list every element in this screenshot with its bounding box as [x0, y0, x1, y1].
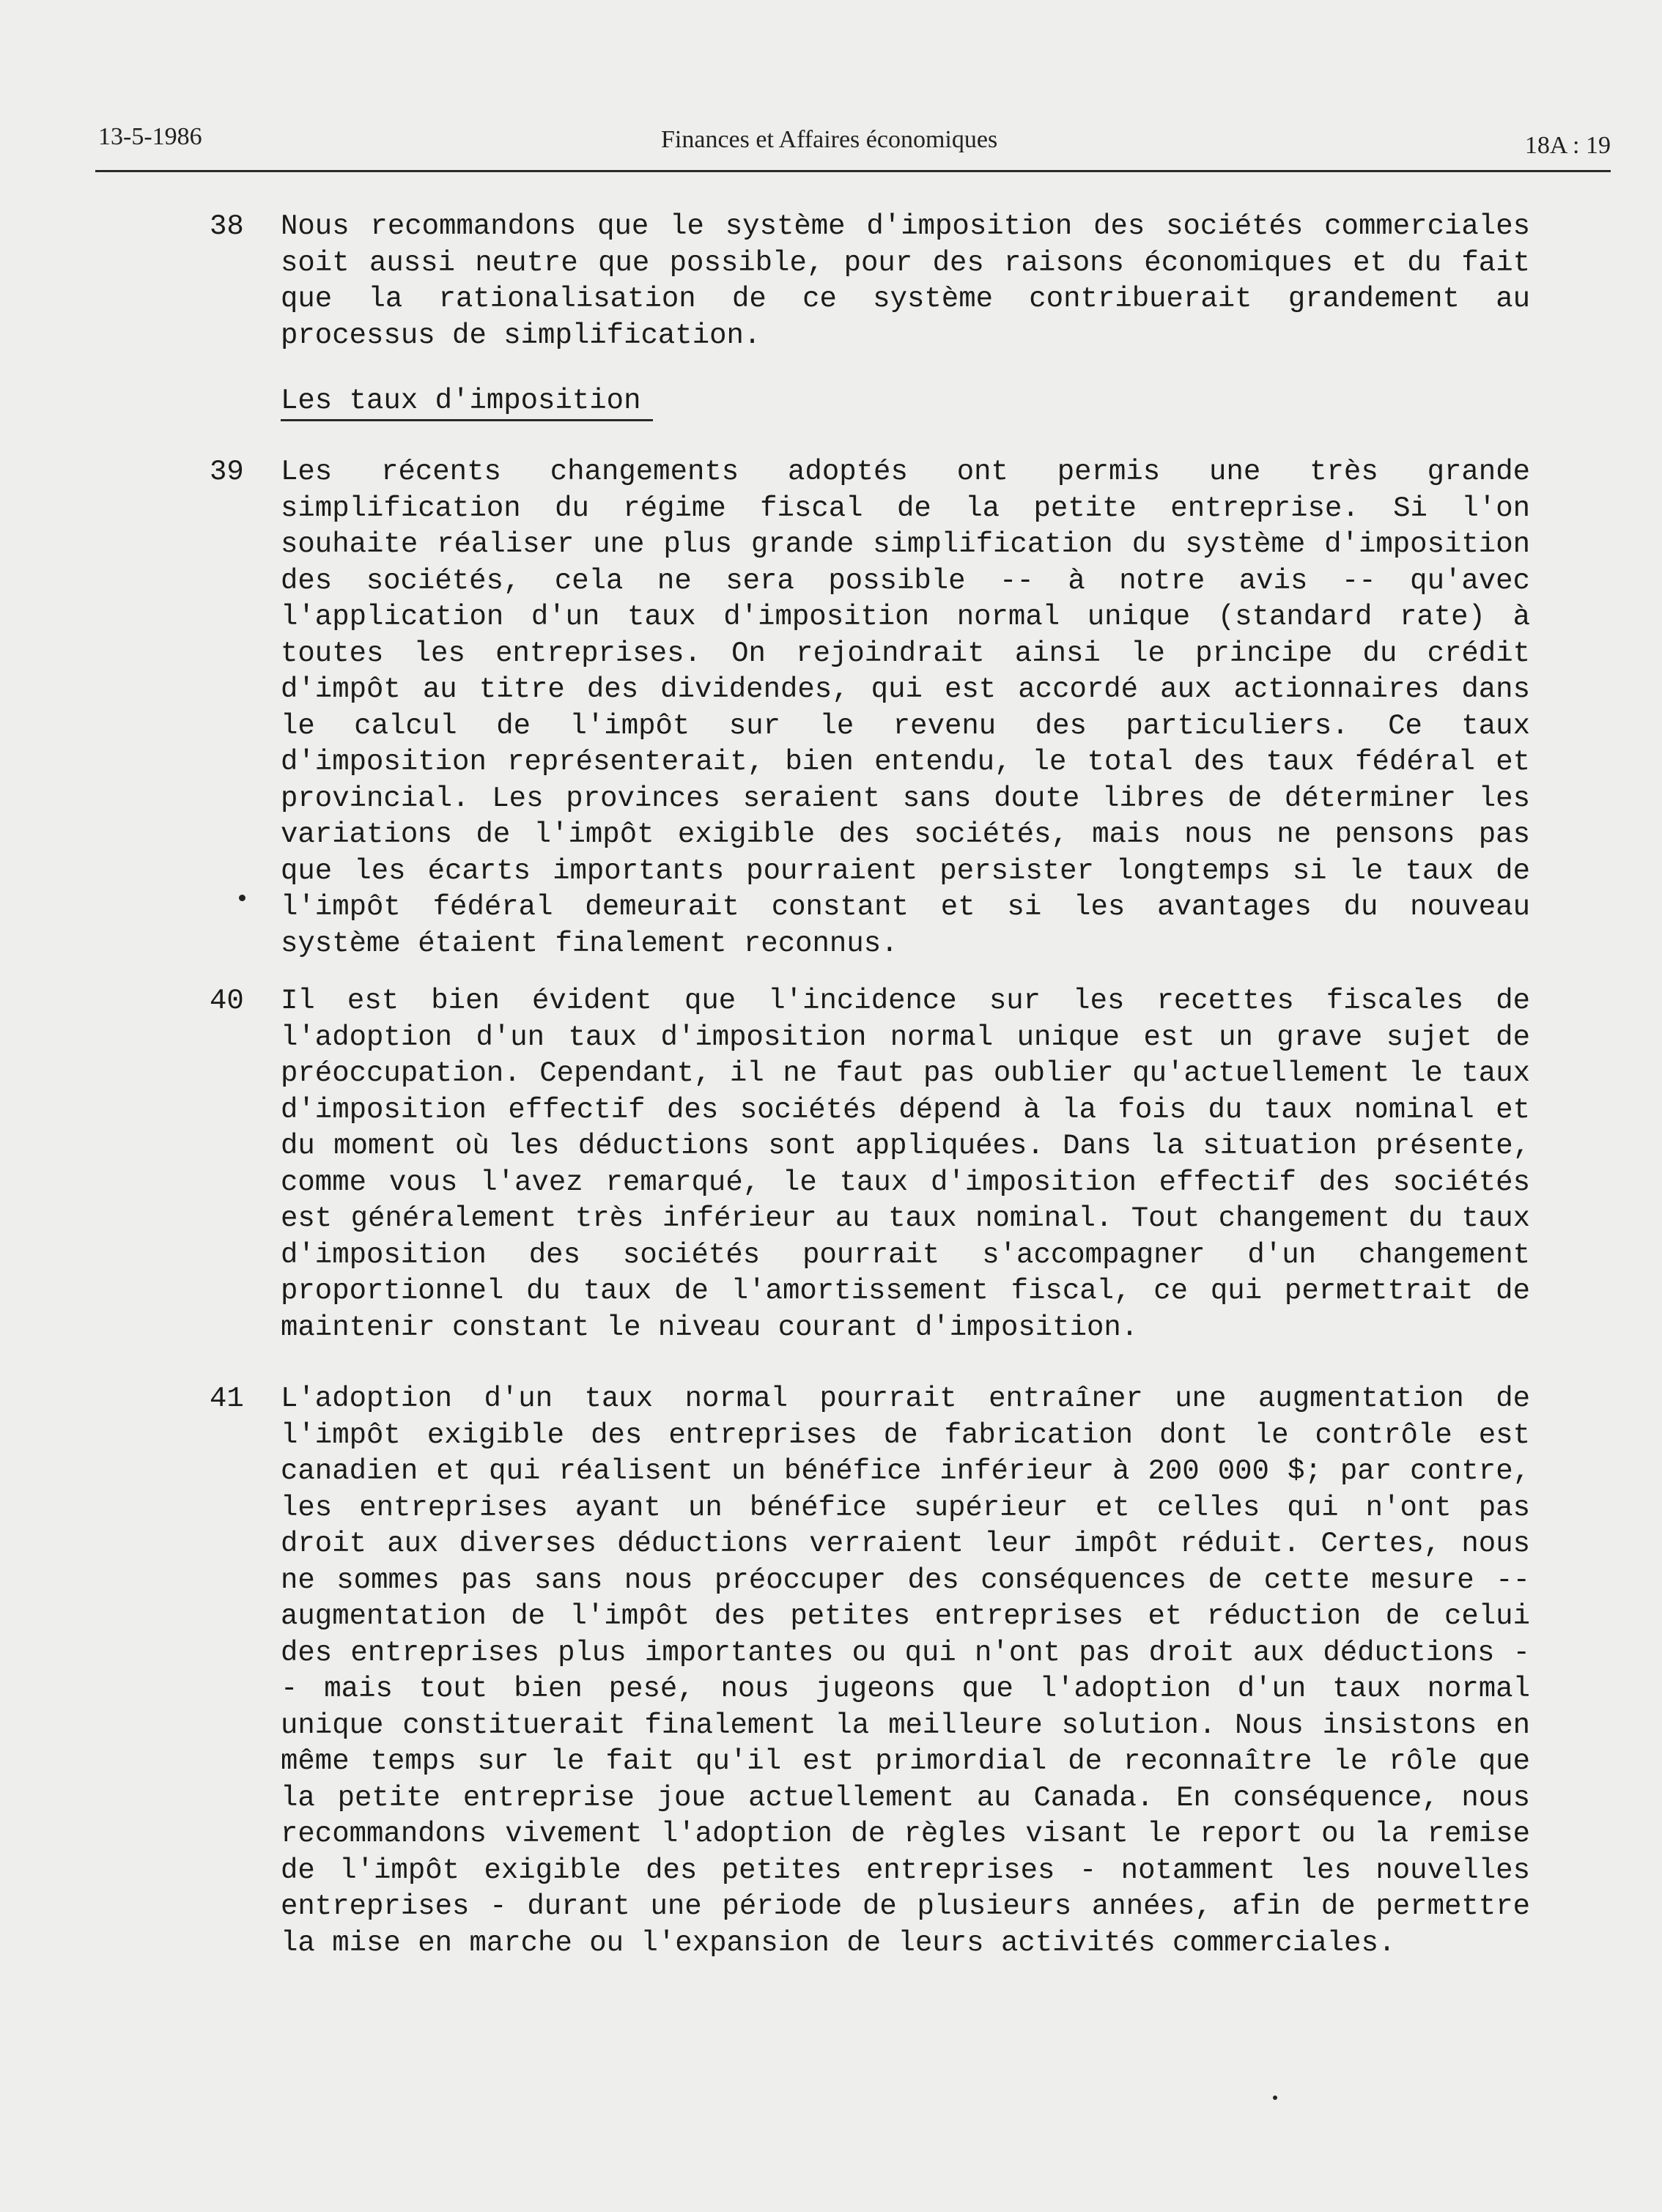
section-heading-underline — [281, 419, 653, 421]
paragraph-number-40: 40 — [210, 985, 244, 1017]
header-date: 13-5-1986 — [98, 123, 202, 150]
paragraph-number-39: 39 — [210, 456, 244, 488]
paragraph-41-text: L'adoption d'un taux normal pourrait entraîner une augmentation de l'impôt exigible des entreprises de fabrication dont le contrôle est canadien et qui réalisent un bénéfice inférieur à 200 000 $; par contre, les entreprises ayant un bénéfice supérieur et celles qui n'ont pas droit aux diverses déductions verraient leur impôt réduit. Certes, nous ne sommes pas sans nous préoccuper des conséquences de cette mesure -- augmentation de l'impôt des petites entreprises et réduction de celui des entreprises plus importantes ou qui n'ont pas droit aux déductions -- mais tout bien pesé, nous jugeons que l'adoption d'un taux normal unique constituerait finalement la meilleure solution. Nous insistons en même temps sur le fait qu'il est primordial de reconnaître le rôle que la petite entreprise joue actuellement au Canada. En conséquence, nous recommandons vivement l'adoption de règles visant le report ou la remise de l'impôt exigible des petites entreprises - notamment les nouvelles entreprises - durant une période de plusieurs années, afin de permettre la mise en marche ou l'expansion de leurs activités commerciales. — [281, 1383, 1530, 1959]
paragraph-39-text: Les récents changements adoptés ont permis une très grande simplification du régime fiscal de la petite entreprise. Si l'on souhaite réaliser une plus grande simplification du système d'imposition des sociétés, cela ne sera possible -- à notre avis -- qu'avec l'application d'un taux d'imposition normal unique (standard rate) à toutes les entreprises. On rejoindrait ainsi le principe du crédit d'impôt au titre des dividendes, qui est accordé aux actionnaires dans le calcul de l'impôt sur le revenu des particuliers. Ce taux d'imposition représenterait, bien entendu, le total des taux fédéral et provincial. Les provinces seraient sans doute libres de déterminer les variations de l'impôt exigible des sociétés, mais nous ne pensons pas que les écarts importants pourraient persister longtemps si le taux de l'impôt fédéral demeurait constant et si les avantages du nouveau système étaient finalement reconnus. — [281, 456, 1530, 960]
margin-mark-dot — [239, 895, 245, 901]
header-rule — [95, 170, 1611, 172]
paragraph-38-text: Nous recommandons que le système d'imposition des sociétés commerciales soit aussi neutre que possible, pour des raisons économiques et du fait que la rationalisation de ce système contribuerait grandement au processus de simplification. — [281, 210, 1530, 352]
header-title: Finances et Affaires économiques — [661, 126, 998, 153]
header-page-number: 18A : 19 — [1524, 132, 1611, 159]
paragraph-40-text: Il est bien évident que l'incidence sur les recettes fiscales de l'adoption d'un taux d'imposition normal unique est un grave sujet de préoccupation. Cependant, il ne faut pas oublier qu'actuellement le taux d'imposition effectif des sociétés dépend à la fois du taux nominal et du moment où les déductions sont appliquées. Dans la situation présente, comme vous l'avez remarqué, le taux d'imposition effectif des sociétés est généralement très inférieur au taux nominal. Tout changement du taux d'imposition des sociétés pourrait s'accompagner d'un changement proportionnel du taux de l'amortissement fiscal, ce qui permettrait de maintenir constant le niveau courant d'imposition. — [281, 985, 1530, 1344]
section-heading: Les taux d'imposition — [281, 385, 641, 417]
paragraph-number-41: 41 — [210, 1383, 244, 1415]
stray-dot — [1273, 2096, 1277, 2100]
paragraph-number-38: 38 — [210, 210, 244, 243]
page-header — [98, 117, 1611, 161]
